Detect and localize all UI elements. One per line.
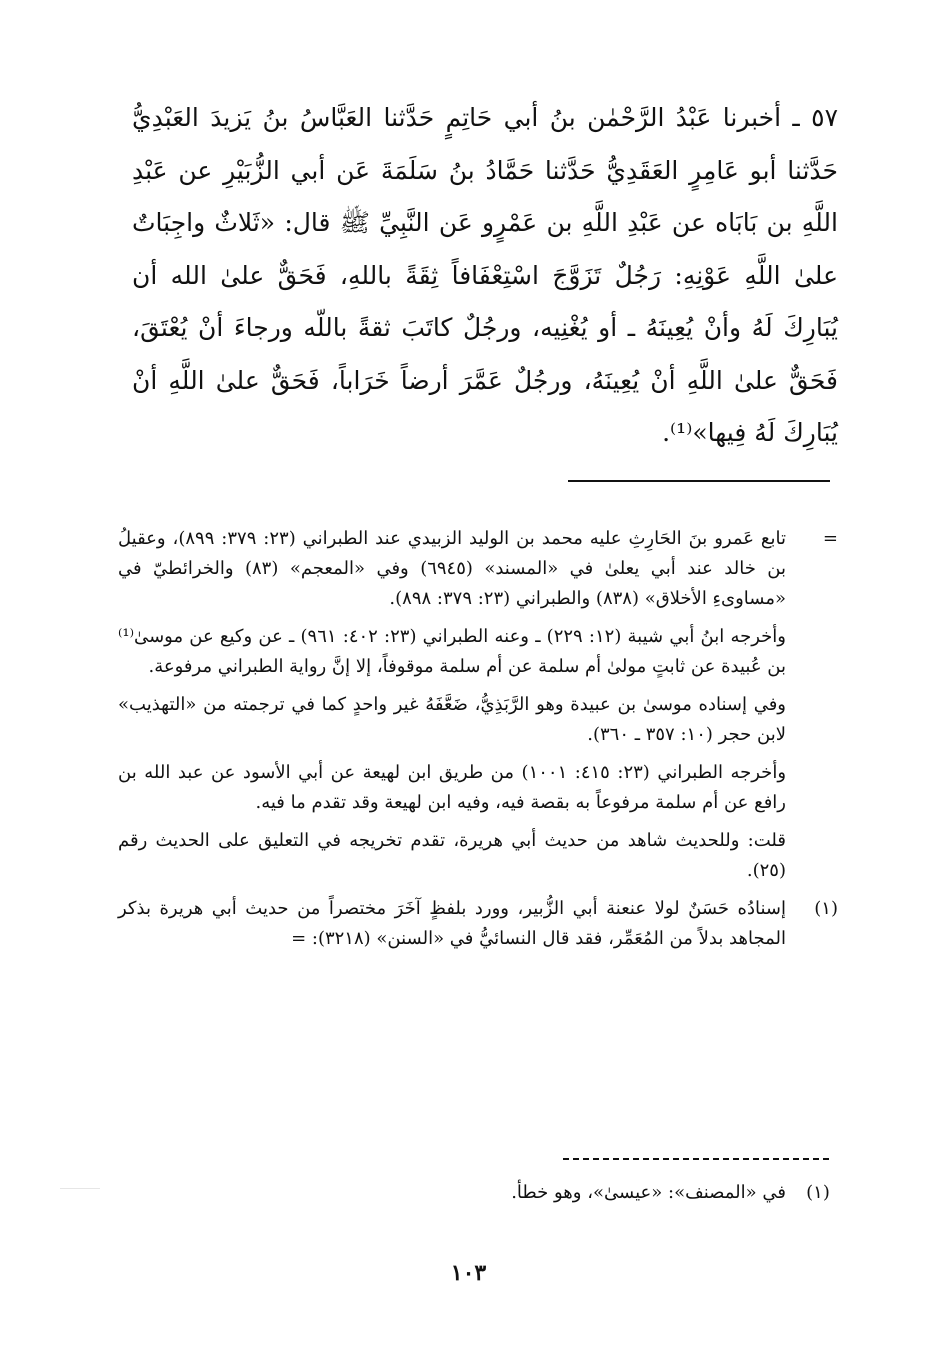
footnote-text: في «المصنف»: «عيسىٰ»، وهو خطأ. [511,1182,786,1203]
editor-footnote [140,1178,838,1208]
note-1-text: إسنادُه حَسَنٌ لولا عنعنة أبي الزُّبير، وورد بلفظٍ آخَرَ مختصراً من حديث أبي هريرة بذكر المجاهد بدلاً من المُعَمِّر، فقد قال النسائيُّ في «السنن» (٣٢١٨): = [118,898,786,949]
footnote-dashed-rule [563,1158,829,1160]
note-paragraph: وفي إسناده موسىٰ بن عبيدة وهو الرَّبَذِيُّ، ضَعَّفَهُ غير واحدٍ كما في ترجمته من «التهذيب» لابن حجر (١٠: ٣٥٧ ـ ٣٦٠). [118,694,786,745]
notes-section [118,524,838,962]
note-1-marker: (١) [814,898,838,919]
main-hadith-text: ٥٧ ـ أخبرنا عَبْدُ الرَّحْمٰن بنُ أبي حَاتِمٍ حَدَّثنا العَبَّاسُ بنُ يَزيدَ العَبْدِيُّ حَدَّثنا أبو عَامِرٍ العَقَدِيُّ حَدَّثنا حَمَّادُ بنُ سَلَمَةَ عَن أبي الزُّبَيْرِ عن عَبْدِ اللَّهِ بن بَابَاه عن عَبْدِ اللَّهِ بن عَمْرٍو عَن النَّبِيِّ ﷺ قال: «ثَلاثٌ واجِبَاتٌ علىٰ اللَّهِ عَوْنِهِ: رَجُلٌ تَزَوَّجَ اسْتِعْفَافاً ثِقَةً باللهِ، فَحَقٌّ علىٰ الله أن يُبَارِكَ لَهُ وأنْ يُعِينَهُ ـ أو يُغْنِيه، ورجُلٌ كاتَبَ ثقةً باللّه ورجاءَ أنْ يُعْتَقَ، فَحَقٌّ علىٰ اللَّهِ أنْ يُعِينَهُ، ورجُلٌ عَمَّرَ أرضاً خَرَاباً، فَحَقٌّ علىٰ اللَّهِ أنْ يُبَارِكَ لَهُ فِيها»⁽¹⁾. [132,103,838,447]
note-paragraph: قلت: وللحديث شاهد من حديث أبي هريرة، تقدم تخريجه في التعليق على الحديث رقم (٢٥). [118,830,786,881]
note-paragraph: وأخرجه الطبراني (٢٣: ٤١٥: ١٠٠١) من طريق ابن لهيعة عن أبي الأسود عن عبد الله بن رافع عن أم سلمة مرفوعاً به بقصة فيه، وفيه ابن لهيعة وقد تقدم ما فيه. [118,762,787,813]
page-number: ١٠٣ [450,1260,487,1286]
notes-separator-rule [568,480,830,482]
margin-line [60,1188,100,1189]
note-paragraph: تابع عَمرو بنَ الحَارِثِ عليه محمد بن الوليد الزبيدي عند الطبراني (٢٣: ٣٧٩: ٨٩٩)، وعقيلُ بن خالد عند أبي يعلىٰ في «المسند» (٦٩٤٥) وفي «المعجم» (٨٣) والخرائطيّ في «مساوىءِ الأخلاق» (٨٣٨) والطبراني (٢٣: ٣٧٩: ٨٩٨). [118,528,786,609]
note-1 [118,894,838,954]
footnote-marker: (١) [806,1182,830,1203]
continued-note [118,524,838,886]
continuation-mark: = [822,528,838,549]
note-paragraph: وأخرجه ابنُ أبي شيبة (١٢: ٢٢٩) ـ وعنه الطبراني (٢٣: ٤٠٢: ٩٦١) ـ عن وكيع عن موسىٰ⁽¹⁾ بن عُبيدة عن ثابتٍ مولىٰ أم سلمة عن أم سلمة موقوفاً، إلا إنَّ رواية الطبراني مرفوعة. [118,626,786,677]
